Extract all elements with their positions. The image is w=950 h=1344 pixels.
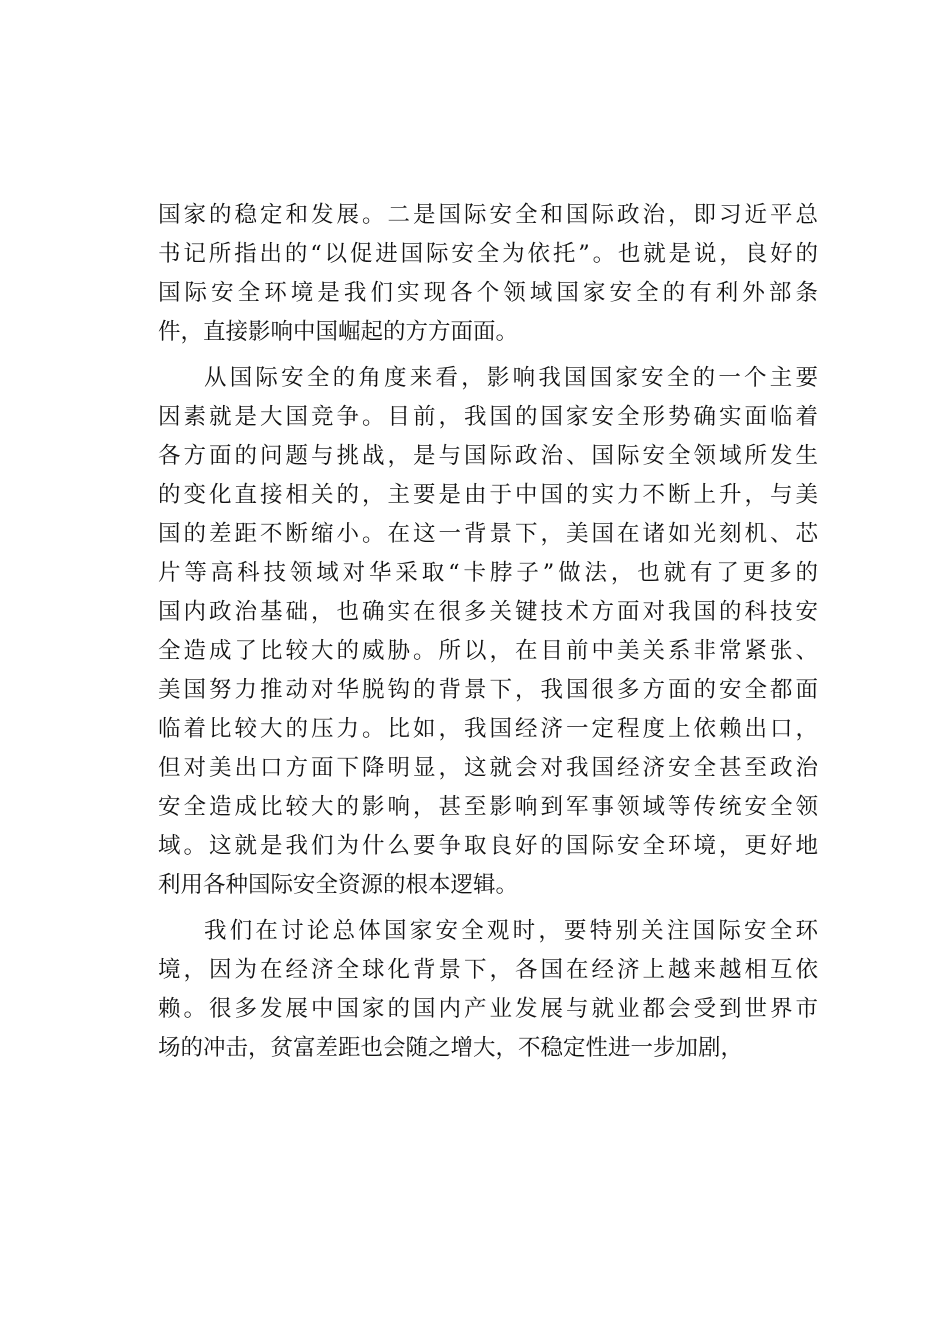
text-line: 临着比较大的压力。比如，我国经济一定程度上依赖出口， [158, 716, 818, 742]
paragraph-3 [158, 912, 818, 1075]
text-line: 场的冲击，贫富差距也会随之增大，不稳定性进一步加剧， [158, 1035, 744, 1061]
text-line: 国的差距不断缩小。在这一背景下，美国在诸如光刻机、芯 [158, 521, 818, 547]
text-line: 的变化直接相关的，主要是由于中国的实力不断上升，与美 [158, 482, 818, 508]
text-line: 因素就是大国竞争。目前，我国的国家安全形势确实面临着 [158, 404, 818, 430]
text-line: 件，直接影响中国崛起的方方面面。 [158, 319, 519, 345]
text-line: 从国际安全的角度来看，影响我国国家安全的一个主要 [204, 365, 818, 391]
text-line: 各方面的问题与挑战，是与国际政治、国际安全领域所发生 [158, 443, 818, 469]
text-line: 片等高科技领域对华采取“卡脖子”做法，也就有了更多的 [158, 560, 818, 586]
text-line: 域。这就是我们为什么要争取良好的国际安全环境，更好地 [158, 833, 818, 859]
text-line: 国际安全环境是我们实现各个领域国家安全的有利外部条 [158, 280, 818, 306]
paragraph-1 [158, 196, 818, 359]
text-line: 国内政治基础，也确实在很多关键技术方面对我国的科技安 [158, 599, 818, 625]
text-line: 书记所指出的“以促进国际安全为依托”。也就是说，良好的 [158, 241, 818, 267]
text-line: 我们在讨论总体国家安全观时，要特别关注国际安全环 [204, 918, 818, 944]
text-line: 赖。很多发展中国家的国内产业发展与就业都会受到世界市 [158, 996, 818, 1022]
text-line: 利用各种国际安全资源的根本逻辑。 [158, 872, 519, 898]
text-line: 国家的稳定和发展。二是国际安全和国际政治，即习近平总 [158, 202, 818, 228]
text-line: 安全造成比较大的影响，甚至影响到军事领域等传统安全领 [158, 794, 818, 820]
paragraph-2 [158, 359, 818, 912]
text-line: 但对美出口方面下降明显，这就会对我国经济安全甚至政治 [158, 755, 818, 781]
text-line: 美国努力推动对华脱钩的背景下，我国很多方面的安全都面 [158, 677, 818, 703]
text-line: 境，因为在经济全球化背景下，各国在经济上越来越相互依 [158, 957, 818, 983]
body-text [158, 196, 818, 1075]
text-line: 全造成了比较大的威胁。所以，在目前中美关系非常紧张、 [158, 638, 818, 664]
